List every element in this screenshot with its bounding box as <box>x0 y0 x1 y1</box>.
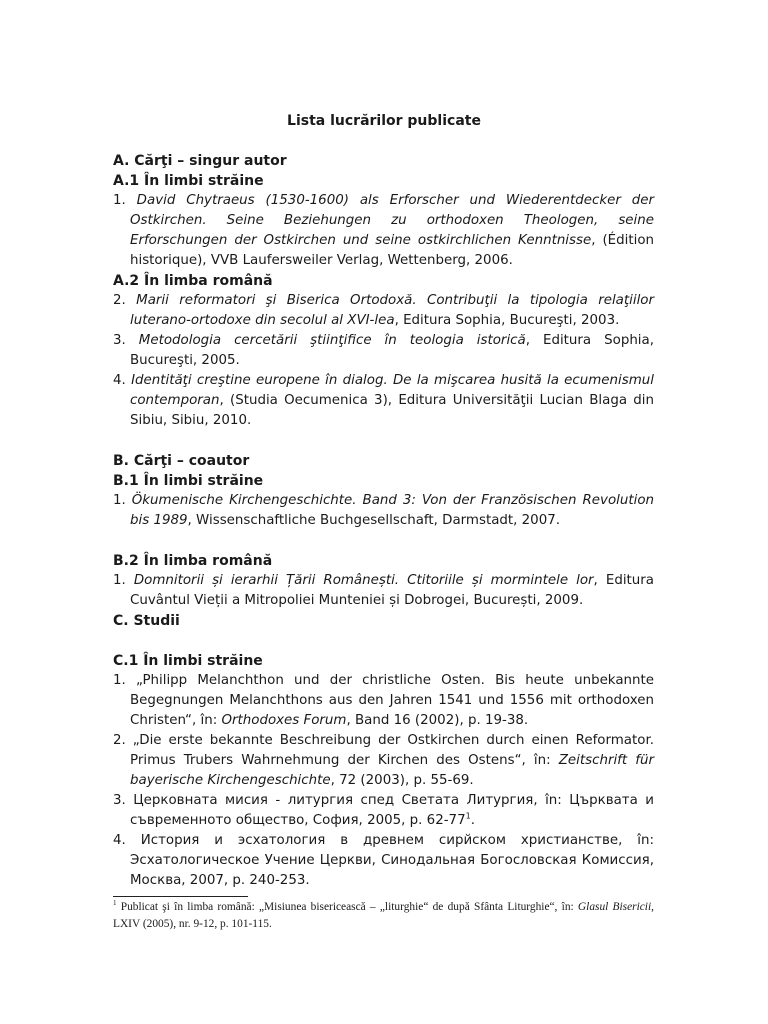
list-item: 1. „Philipp Melanchthon und der christliche Osten. Bis heute unbekannte Begegnungen Melanchthons aus den Jahren 1541 und 1556 mit orthodoxen Christen“, în: Orthodoxes Forum, Band 16 (2002), p. 19-38. <box>113 673 654 728</box>
list-item: 2. „Die erste bekannte Beschreibung der Ostkirchen durch einen Reformator. Primus Trubers Wahrnehmung der Kirchen des Ostens“, în: Zeitschrift für bayerische Kirchengeschichte, 72 (2003), p. 55-69. <box>113 733 654 788</box>
section-b2-heading: B.2 În limba română <box>113 553 273 569</box>
list-item: 1. Domnitorii și ierarhii Țării Românești. Ctitoriile și mormintele lor, Editura Cuvântul Vieții a Mitropoliei Munteniei și Dobrogei, București, 2009. <box>113 573 654 608</box>
journal-title: Orthodoxes Forum <box>221 713 347 728</box>
item-title: Ökumenische Kirchengeschichte. Band 3: Von der Französischen Revolution bis 1989 <box>130 493 654 528</box>
journal-title: Glasul Bisericii <box>577 901 652 913</box>
page-title: Lista lucrărilor publicate <box>287 113 481 129</box>
publication-list <box>113 151 654 891</box>
journal-title: Zeitschrift für bayerische Kirchengeschichte <box>130 753 654 788</box>
item-title: Metodologia cercetării ştiinţifice în teologia istorică <box>138 333 526 348</box>
footnote-ref[interactable]: 1 <box>465 811 471 821</box>
item-title: David Chytraeus (1530-1600) als Erforscher und Wiederentdecker der Ostkirchen. Seine Beziehungen zu orthodoxen Theologen, seine Erforschungen der Ostkirchen und seine ostkirchlichen Kenntnisse <box>130 193 654 248</box>
footnote-separator <box>113 896 248 897</box>
section-c1-heading: C.1 În limbi străine <box>113 653 263 669</box>
list-item: 3. Metodologia cercetării ştiinţifice în teologia istorică, Editura Sophia, Bucureşti, 2005. <box>113 333 654 368</box>
section-a1-heading: A.1 În limbi străine <box>113 173 264 189</box>
list-item: 4. История и эсхатология в древнем сирйском христианстве, în: Эсхатологическое Учение Церкви, Синодальная Богословская Комиссия, Москва, 2007, р. 240-253. <box>113 833 654 888</box>
list-item: 1. Ökumenische Kirchengeschichte. Band 3: Von der Französischen Revolution bis 1989, Wissenschaftliche Buchgesellschaft, Darmstadt, 2007. <box>113 493 654 528</box>
section-a-heading: A. Cărţi – singur autor <box>113 153 287 169</box>
list-item: 1. David Chytraeus (1530-1600) als Erforscher und Wiederentdecker der Ostkirchen. Seine Beziehungen zu orthodoxen Theologen, seine Erforschungen der Ostkirchen und seine ostkirchlichen Kenntnisse, (Édition historique), VVB Laufersweiler Verlag, Wettenberg, 2006. <box>113 193 654 268</box>
section-b1-heading: B.1 În limbi străine <box>113 473 264 489</box>
item-title: Identităţi creştine europene în dialog. De la mişcarea husită la ecumenismul contemporan <box>130 373 654 408</box>
footnote: $^1$ Publicat şi în limba română: „Misiunea bisericească – „liturghie“ de după Sfânta Liturghie“, în: Glasul Bisericii, LXIV (2005), nr. 9-12, p. 101-115. <box>113 899 654 930</box>
list-item: 4. Identităţi creştine europene în dialog. De la mişcarea husită la ecumenismul contemporan, (Studia Oecumenica 3), Editura Universităţii Lucian Blaga din Sibiu, Sibiu, 2010. <box>113 373 654 428</box>
section-b-heading: B. Cărţi – coautor <box>113 453 250 469</box>
section-a2-heading: A.2 În limba română <box>113 273 273 289</box>
section-c-heading: C. Studii <box>113 613 180 629</box>
item-title: Marii reformatori şi Biserica Ortodoxă. Contribuţii la tipologia relaţiilor luterano-ortodoxe din secolul al XVI-lea <box>130 293 654 328</box>
spacer <box>113 631 654 651</box>
item-title: Domnitorii și ierarhii Țării Românești. Ctitoriile și mormintele lor <box>133 573 594 588</box>
spacer <box>113 531 654 551</box>
spacer <box>113 431 654 451</box>
list-item: 2. Marii reformatori şi Biserica Ortodoxă. Contribuţii la tipologia relaţiilor luterano-ortodoxe din secolul al XVI-lea, Editura Sophia, Bucureşti, 2003. <box>113 293 654 328</box>
list-item: 3. Церковната мисия - литургия спед Светата Литургия, în: Църквата и съвременното общество, София, 2005, р. $62-77^1$. <box>113 793 654 828</box>
